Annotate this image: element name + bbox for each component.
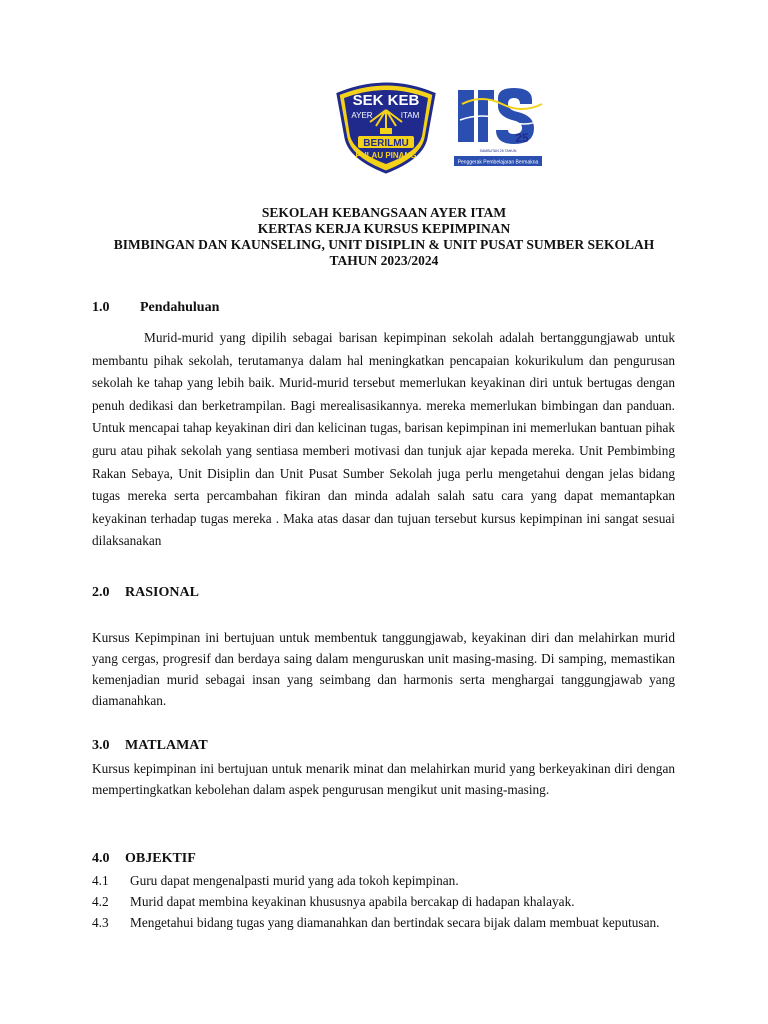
svg-text:SEK KEB: SEK KEB bbox=[352, 92, 420, 109]
section-number: 4.0 bbox=[92, 851, 110, 866]
section-title: OBJEKTIF bbox=[125, 851, 196, 866]
svg-text:BERILMU: BERILMU bbox=[363, 138, 409, 149]
item-number: 4.3 bbox=[92, 915, 109, 930]
title-paper: KERTAS KERJA KURSUS KEPIMPINAN bbox=[257, 221, 511, 236]
document-title-block bbox=[60, 205, 708, 269]
section-number: 1.0 bbox=[92, 300, 110, 315]
list-item bbox=[92, 870, 675, 891]
section-4-heading bbox=[92, 851, 196, 867]
logo-header bbox=[0, 76, 768, 176]
svg-text:AYER: AYER bbox=[351, 111, 373, 120]
list-item bbox=[92, 891, 675, 912]
section-number: 2.0 bbox=[92, 585, 110, 600]
section-1-heading bbox=[92, 300, 219, 316]
section-2-body bbox=[92, 627, 675, 711]
svg-text:ITAM: ITAM bbox=[400, 111, 420, 120]
school-crest-logo bbox=[330, 76, 442, 174]
paragraph: Kursus Kepimpinan ini bertujuan untuk membentuk tanggungjawab, keyakinan diri dan melahirkan murid yang cergas, progresif dan berdaya saing dalam menguruskan unit masing-masing. Di samping, memastikan kemenjadian murid sebagai insan yang seimbang dan harmonis serta menghargai tanggungjawab yang diamanahkan. bbox=[92, 630, 675, 708]
section-title: Pendahuluan bbox=[140, 300, 220, 315]
section-3-body bbox=[92, 758, 675, 800]
svg-text:Penggerak Pembelajaran Bermakn: Penggerak Pembelajaran Bermakna bbox=[457, 159, 539, 166]
item-text: Murid dapat membina keyakinan khususnya apabila bercakap di hadapan khalayak. bbox=[130, 894, 575, 909]
svg-text:PULAU PINANG: PULAU PINANG bbox=[355, 151, 417, 160]
section-3-heading bbox=[92, 738, 208, 754]
item-number: 4.2 bbox=[92, 894, 109, 909]
item-number: 4.1 bbox=[92, 873, 109, 888]
item-text: Guru dapat mengenalpasti murid yang ada tokoh kepimpinan. bbox=[130, 873, 459, 888]
section-title: MATLAMAT bbox=[125, 738, 208, 753]
svg-text:SAMBUTAN 25 TAHUN: SAMBUTAN 25 TAHUN bbox=[479, 149, 517, 153]
title-units: BIMBINGAN DAN KAUNSELING, UNIT DISIPLIN & UNIT PUSAT SUMBER SEKOLAH bbox=[113, 237, 655, 252]
objective-list bbox=[92, 870, 675, 933]
title-year: TAHUN 2023/2024 bbox=[329, 253, 439, 268]
svg-text:25: 25 bbox=[515, 131, 529, 145]
section-2-heading bbox=[92, 585, 199, 601]
section-1-body bbox=[92, 327, 675, 553]
section-title: RASIONAL bbox=[125, 585, 199, 600]
paragraph: Kursus kepimpinan ini bertujuan untuk menarik minat dan melahirkan murid yang berkeyakinan diri dengan mempertingkatkan kebolehan dalam aspek pengurusan mengikut unit masing-masing. bbox=[92, 761, 675, 797]
anniversary-logo bbox=[452, 84, 544, 170]
list-item bbox=[92, 912, 675, 933]
title-school: SEKOLAH KEBANGSAAN AYER ITAM bbox=[261, 205, 507, 220]
item-text: Mengetahui bidang tugas yang diamanahkan dan bertindak secara bijak dalam membuat keputusan. bbox=[130, 915, 660, 930]
section-number: 3.0 bbox=[92, 738, 110, 753]
paragraph: Murid-murid yang dipilih sebagai barisan kepimpinan sekolah adalah bertanggungjawab untuk membantu pihak sekolah, terutamanya dalam hal meningkatkan pencapaian kokurikulum dan pengurusan sekolah ke tahap yang lebih baik. Murid-murid tersebut memerlukan keyakinan diri untuk bertugas dengan penuh dedikasi dan berketrampilan. Bagi merealisasikannya. mereka memerlukan bimbingan dan panduan. Untuk mencapai tahap keyakinan diri dan kelicinan tugas, barisan kepimpinan ini memerlukan bantuan pihak guru atau pihak sekolah yang sentiasa memberi motivasi dan tunjuk ajar kepada mereka. Unit Pembimbing Rakan Sebaya, Unit Disiplin dan Unit Pusat Sumber Sekolah juga perlu mengetahui dengan jelas bidang tugas mereka serta percambahan fikiran dan minda adalah salah satu cara yang dapat memantapkan keyakinan terhadap tugas mereka . Maka atas dasar dan tujuan tersebut kursus kepimpinan ini sangat sesuai dilaksanakan bbox=[92, 330, 675, 549]
